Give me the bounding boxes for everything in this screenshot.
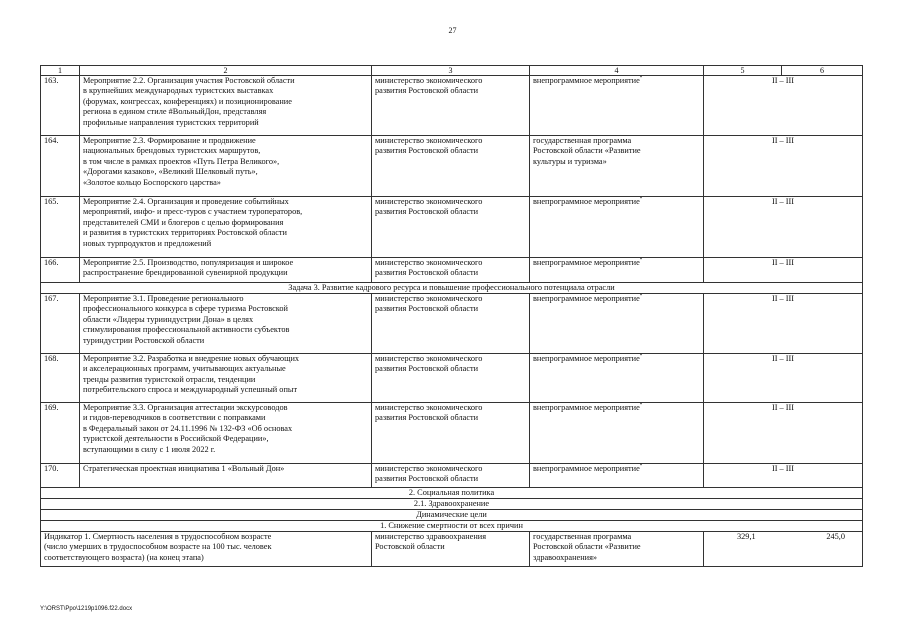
row-number: 169. [41, 403, 80, 464]
task3-header: Задача 3. Развитие кадрового ресурса и повышение профессионального потенциала отрасли [41, 283, 863, 294]
term-cell: II – III [704, 197, 863, 258]
plan-table [40, 65, 863, 567]
term-cell: II – III [704, 76, 863, 136]
term-cell: II – III [704, 464, 863, 488]
row-number: 165. [41, 197, 80, 258]
executor-cell: министерство экономического развития Ростовской области [372, 258, 530, 283]
indicator-value-6: 245,0 [826, 532, 845, 541]
file-path-footer: Y:\ORST\Ppo\1219p1096.f22.docx [40, 606, 133, 612]
row-number: 164. [41, 136, 80, 197]
section-row [41, 499, 863, 510]
measure-text: Мероприятие 2.2. Организация участия Ростовской области в крупнейших международных туристских выставках (форумах, конгрессах, конференциях) и позиционирование региона в едином стиле #ВольныйДон, представляя профильные направления туристских территорий [80, 76, 372, 136]
table-row [41, 258, 863, 283]
term-cell: II – III [704, 354, 863, 403]
source-cell: внепрограммное мероприятие* [530, 294, 704, 354]
col-header: 5 [704, 66, 782, 76]
executor-cell: министерство экономического развития Ростовской области [372, 294, 530, 354]
table-row [41, 354, 863, 403]
term-cell: II – III [704, 294, 863, 354]
source-cell: внепрограммное мероприятие* [530, 464, 704, 488]
source-cell: государственная программа Ростовской области «Развитие культуры и туризма» [530, 136, 704, 197]
section-row [41, 488, 863, 499]
measure-text: Мероприятие 2.5. Производство, популяризация и широкое распространение брендированной сувенирной продукции [80, 258, 372, 283]
measure-text: Стратегическая проектная инициатива 1 «Вольный Дон» [80, 464, 372, 488]
section-goal-1: 1. Снижение смертности от всех причин [41, 521, 863, 532]
executor-cell: министерство экономического развития Ростовской области [372, 464, 530, 488]
source-cell: внепрограммное мероприятие* [530, 258, 704, 283]
section-health: 2.1. Здравоохранение [41, 499, 863, 510]
indicator-values [704, 532, 863, 567]
executor-cell: министерство здравоохранения Ростовской области [372, 532, 530, 567]
row-number: 167. [41, 294, 80, 354]
table-row [41, 294, 863, 354]
source-cell: внепрограммное мероприятие* [530, 354, 704, 403]
table-row [41, 136, 863, 197]
measure-text: Мероприятие 3.3. Организация аттестации экскурсоводов и гидов-переводчиков в соответствии с поправками в Федеральный закон от 24.11.1996 № 132-ФЗ «Об основах туристской деятельности в Российской Федерации», вступающими в силу с 1 июля 2022 г. [80, 403, 372, 464]
col-header: 4 [530, 66, 704, 76]
row-number: 168. [41, 354, 80, 403]
source-cell: внепрограммное мероприятие* [530, 76, 704, 136]
measure-text: Мероприятие 3.1. Проведение регионального профессионального конкурса в сфере туризма Ростовской области «Лидеры турииндустрии Дона» в целях стимулирования профессиональной активности субъектов туриндустрии Ростовской области [80, 294, 372, 354]
table-row [41, 76, 863, 136]
measure-text: Мероприятие 3.2. Разработка и внедрение новых обучающих и акселерационных программ, учитывающих актуальные тренды развития туристской отрасли, тенденции потребительского спроса и международный успешный опыт [80, 354, 372, 403]
col-header: 6 [782, 66, 863, 76]
task-header-row [41, 283, 863, 294]
executor-cell: министерство экономического развития Ростовской области [372, 136, 530, 197]
term-cell: II – III [704, 403, 863, 464]
column-number-row [41, 66, 863, 76]
section-social: 2. Социальная политика [41, 488, 863, 499]
table-row [41, 464, 863, 488]
indicator-text: Индикатор 1. Смертность населения в трудоспособном возрасте (число умерших в трудоспособном возрасте на 100 тыс. человек соответствующего возраста) (на конец этапа) [41, 532, 372, 567]
executor-cell: министерство экономического развития Ростовской области [372, 76, 530, 136]
source-cell: внепрограммное мероприятие* [530, 197, 704, 258]
table-row [41, 197, 863, 258]
table-row [41, 403, 863, 464]
col-header: 2 [80, 66, 372, 76]
row-number: 163. [41, 76, 80, 136]
indicator-value-5: 329,1 [737, 532, 756, 541]
executor-cell: министерство экономического развития Ростовской области [372, 354, 530, 403]
term-cell: II – III [704, 136, 863, 197]
section-dynamic-goals: Динамические цели [41, 510, 863, 521]
row-number: 166. [41, 258, 80, 283]
executor-cell: министерство экономического развития Ростовской области [372, 197, 530, 258]
executor-cell: министерство экономического развития Ростовской области [372, 403, 530, 464]
indicator-row [41, 532, 863, 567]
measure-text: Мероприятие 2.3. Формирование и продвижение национальных брендовых туристских маршрутов, в том числе в рамках проектов «Путь Петра Великого», «Дорогами казаков», «Великий Шелковый путь», «Золотое кольцо Боспорского царства» [80, 136, 372, 197]
measure-text: Мероприятие 2.4. Организация и проведение событийных мероприятий, инфо- и пресс-туров с участием туроператоров, представителей СМИ и блогеров с целью формирования и развития в туристских территориях Ростовской области новых турпродуктов и предложений [80, 197, 372, 258]
col-header: 1 [41, 66, 80, 76]
section-row [41, 521, 863, 532]
term-cell: II – III [704, 258, 863, 283]
page-number: 27 [448, 26, 457, 35]
source-cell: внепрограммное мероприятие* [530, 403, 704, 464]
source-cell: государственная программа Ростовской области «Развитие здравоохранения» [530, 532, 704, 567]
section-row [41, 510, 863, 521]
row-number: 170. [41, 464, 80, 488]
col-header: 3 [372, 66, 530, 76]
